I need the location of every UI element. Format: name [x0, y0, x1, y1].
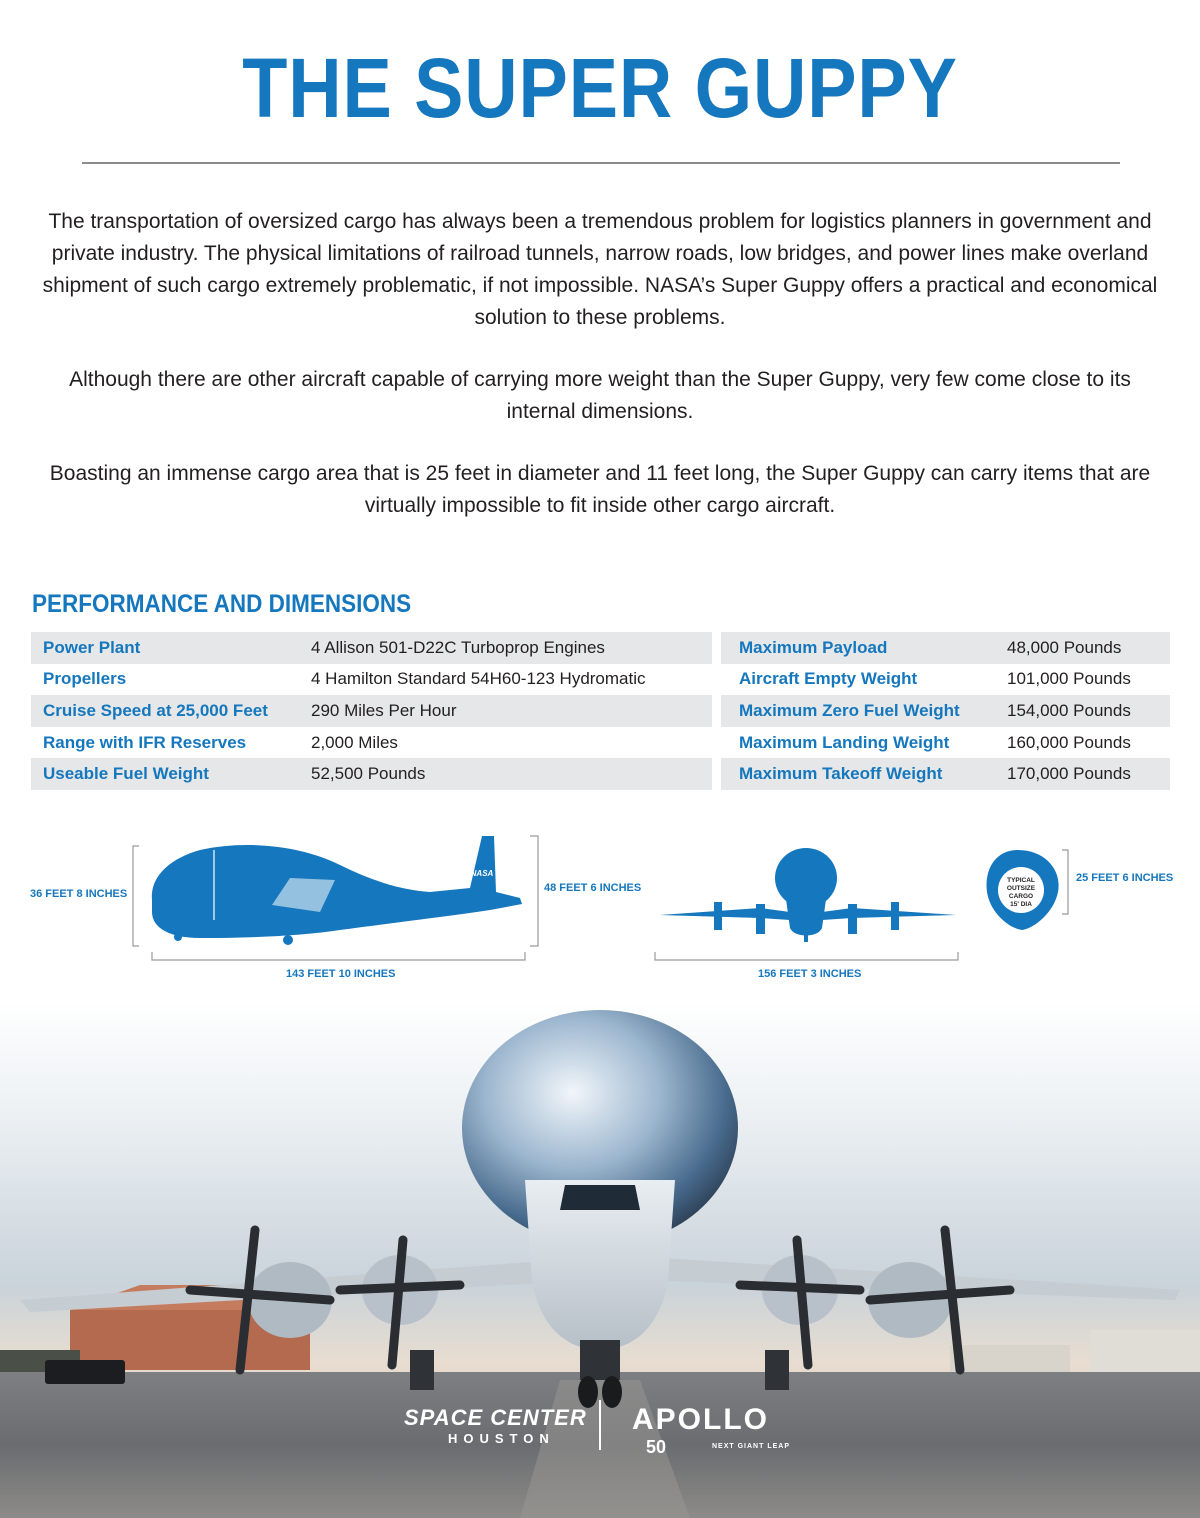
- specs-table-right: [721, 632, 1170, 790]
- spec-row: [721, 758, 1170, 790]
- spec-value: 4 Hamilton Standard 54H60-123 Hydromatic: [311, 669, 646, 689]
- side-tail-height-label: 48 FEET 6 INCHES: [544, 882, 642, 894]
- apollo-logo-tagline: NEXT GIANT LEAP: [712, 1443, 791, 1450]
- cargo-label-line: 15' DIA: [1010, 901, 1032, 908]
- spec-row: [31, 695, 712, 727]
- tail-height-bracket: [530, 836, 538, 946]
- spec-value: 101,000 Pounds: [1007, 669, 1131, 689]
- apollo-logo-number: 50: [646, 1437, 667, 1457]
- space-center-logo-line1: SPACE CENTER: [404, 1405, 587, 1430]
- side-view-aircraft: [152, 836, 522, 945]
- specs-heading: PERFORMANCE AND DIMENSIONS: [32, 590, 412, 618]
- spec-value: 52,500 Pounds: [311, 764, 426, 784]
- front-height-bracket: [133, 846, 139, 946]
- wingspan-bracket: [655, 952, 958, 960]
- spec-row: [721, 695, 1170, 727]
- intro-text: [40, 206, 1160, 552]
- spec-value: 154,000 Pounds: [1007, 700, 1131, 720]
- spec-row: [721, 632, 1170, 664]
- spec-value: 2,000 Miles: [311, 732, 398, 752]
- logo-divider: [599, 1400, 601, 1450]
- title-divider: [82, 162, 1120, 164]
- spec-label: Range with IFR Reserves: [43, 732, 247, 752]
- spec-label: Aircraft Empty Weight: [739, 669, 918, 689]
- cargo-label-line: CARGO: [1008, 893, 1034, 900]
- spec-row: [31, 727, 712, 759]
- spec-value: 160,000 Pounds: [1007, 732, 1131, 752]
- spec-label: Propellers: [43, 669, 127, 689]
- specs-table-left: [31, 632, 712, 790]
- length-bracket: [152, 952, 525, 960]
- spec-value: 4 Allison 501-D22C Turboprop Engines: [311, 637, 605, 657]
- apollo-logo-main: APOLLO: [632, 1403, 769, 1436]
- page-title: THE SUPER GUPPY: [242, 41, 958, 135]
- aircraft-silhouettes: [0, 820, 1200, 990]
- dimension-diagrams: [0, 820, 1200, 990]
- spec-row: [721, 664, 1170, 696]
- spec-label: Maximum Takeoff Weight: [739, 764, 943, 784]
- spec-label: Cruise Speed at 25,000 Feet: [43, 700, 268, 720]
- spec-label: Maximum Zero Fuel Weight: [739, 700, 960, 720]
- side-front-height-label: 36 FEET 8 INCHES: [30, 888, 128, 900]
- spec-row: [31, 758, 712, 790]
- spec-value: 170,000 Pounds: [1007, 764, 1131, 784]
- cargo-height-bracket: [1062, 850, 1068, 914]
- intro-paragraph-2: Although there are other aircraft capable of carrying more weight than the Super Guppy, very few come close to its internal dimensions.: [69, 368, 1131, 423]
- spec-row: [31, 632, 712, 664]
- spec-value: 48,000 Pounds: [1007, 637, 1122, 657]
- intro-paragraph-3: Boasting an immense cargo area that is 25 feet in diameter and 11 feet long, the Super Guppy can carry items that are virtually impossible to fit inside other cargo aircraft.: [49, 462, 1151, 517]
- footer-logos: [0, 1395, 1200, 1465]
- front-view-aircraft: [660, 848, 956, 942]
- cargo-height-label: 25 FEET 6 INCHES: [1076, 872, 1174, 884]
- intro-paragraph-1: The transportation of oversized cargo has always been a tremendous problem for logistics planners in government and private industry. The physical limitations of railroad tunnels, narrow roads, low bridges, and power lines make overland shipment of such cargo extremely problematic, if not impossible. NASA’s Super Guppy offers a practical and economical solution to these problems.: [42, 210, 1158, 329]
- spec-value: 290 Miles Per Hour: [311, 700, 457, 720]
- wingspan-label: 156 FEET 3 INCHES: [758, 968, 862, 980]
- spec-label: Maximum Payload: [739, 637, 888, 657]
- spec-row: [31, 664, 712, 696]
- spec-label: Power Plant: [43, 637, 141, 657]
- cargo-label-line: TYPICAL: [1007, 877, 1035, 884]
- spec-label: Maximum Landing Weight: [739, 732, 950, 752]
- spec-label: Useable Fuel Weight: [43, 764, 209, 784]
- cargo-label-line: OUTSIZE: [1006, 885, 1036, 892]
- space-center-logo-line2: HOUSTON: [448, 1431, 555, 1446]
- length-label: 143 FEET 10 INCHES: [286, 968, 396, 980]
- tail-logo-text: NASA: [470, 869, 494, 878]
- spec-row: [721, 727, 1170, 759]
